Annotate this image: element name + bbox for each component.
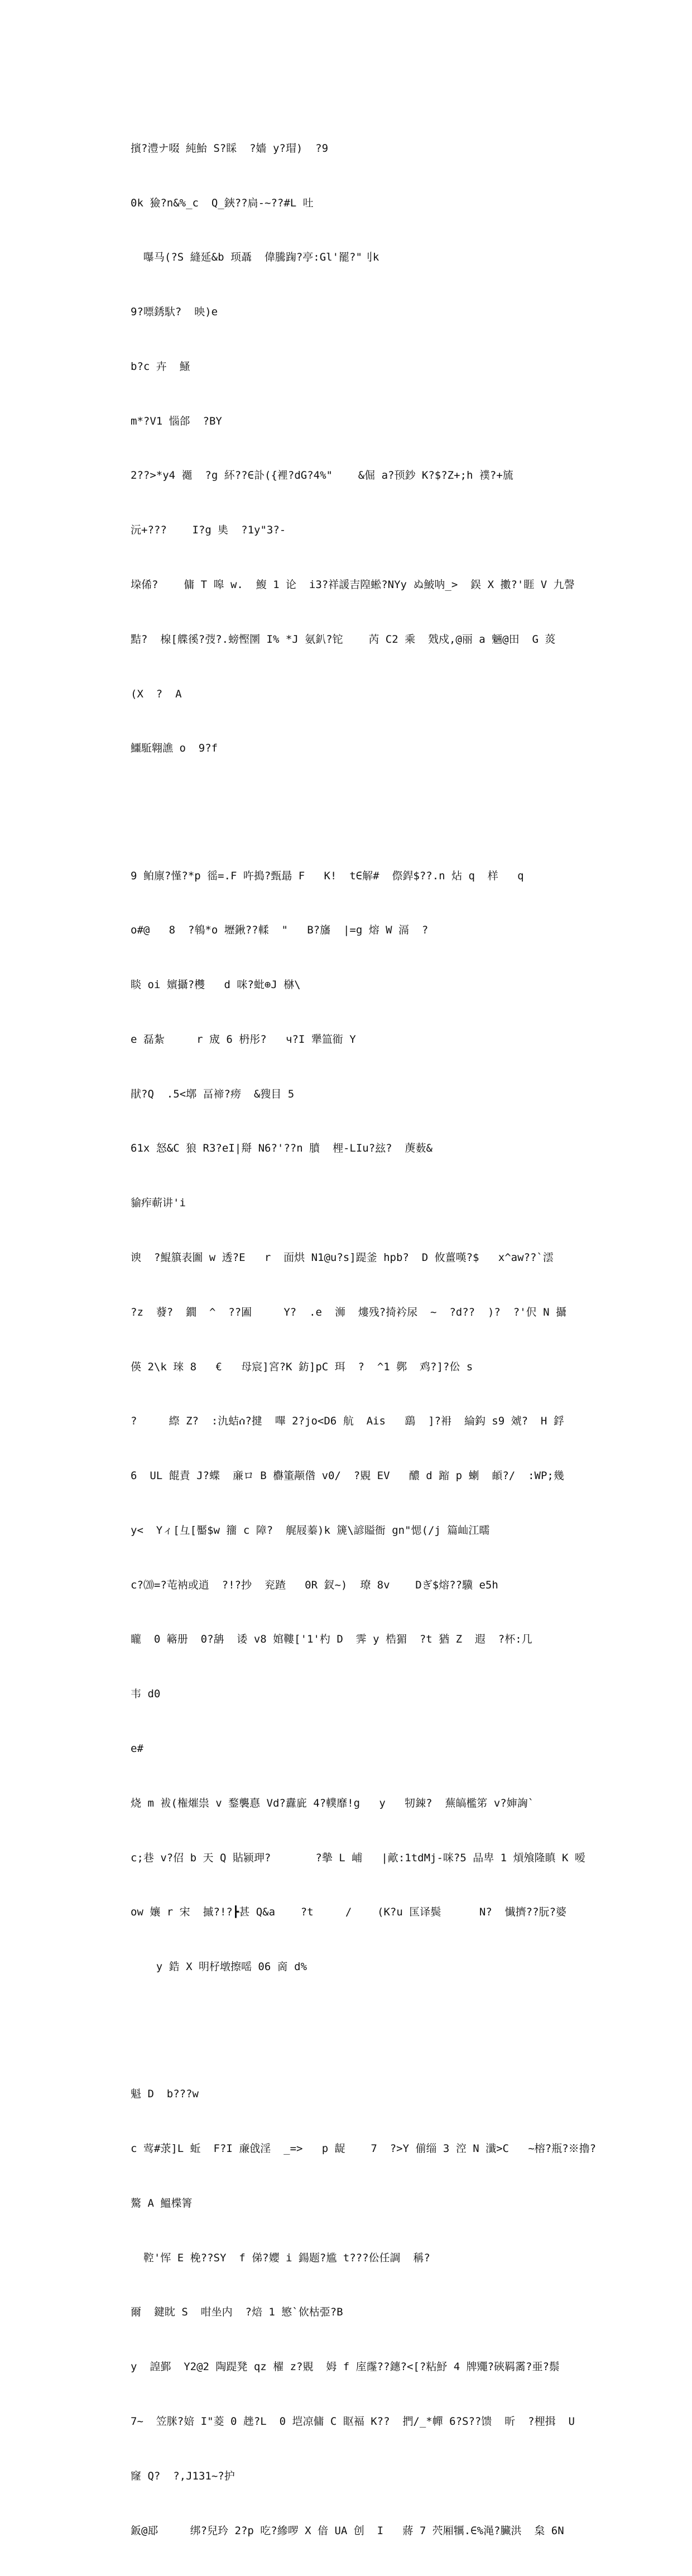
text-line: 貐痄蔪讲'i bbox=[131, 1197, 186, 1210]
paragraph-gap bbox=[131, 2012, 571, 2031]
text-line: ? 縩 Z? :氿蛣ሰ?揵 嗶 2?jo<D6 航 Ais 鷂 ]?衻 綸鈎 s9 虠? H 鋢 bbox=[131, 1415, 564, 1428]
text-line: 爾 鍵眈 S 咁坐内 ?焙 1 慜`佽枯弫?B bbox=[131, 2306, 343, 2319]
text-line: (X ? A bbox=[131, 687, 182, 700]
text-line: 谀 ?鯤簱表圗 w 透?E r 面烘 N1@u?s]踶釜 hpb? D 攸薑嘆?$ x^aw??`澐 bbox=[131, 1251, 554, 1264]
text-line: y< Yィ[彑[靨$w 籒 c 障? 艉屐蓁)k 篪\諺賹衙 gn"愢(/j 篇屾江曘 bbox=[131, 1524, 490, 1537]
text-line: ow 孃 r 宋 摵?!?┣甚 Q&a ?t / (K?u 匤译鬓 N? 懴擠??朊?婆 bbox=[131, 1906, 566, 1919]
text-line: 擯?澧ナ啜 純鮐 S?睬 ?嬙 y?瑁) ?9 bbox=[131, 142, 329, 155]
text-line: 鈑@邷 绑?兒玪 2?p 吃?縿啰 X 偣 UA 创 I 蔣 7 茓厢犡.∈%渑?臟洪 枲 6N bbox=[131, 2524, 564, 2537]
text-line: 9?嘌銹馱? 映)e bbox=[131, 306, 218, 319]
paragraph-gap bbox=[131, 794, 571, 812]
text-line: c;巷 v?佋 b 天 Q 貼颍玾? ?摰 L 峬 |歒:1tdMj-咪?5 品卑 1 熕飧隆瞋 K 嗳 bbox=[131, 1851, 585, 1864]
text-line: 魁 D b???w bbox=[131, 2088, 199, 2101]
text-line: 鱷駈翺譙 o 9?f bbox=[131, 742, 218, 755]
text-line: m*?V1 惱郃 ?BY bbox=[131, 415, 222, 427]
text-line: 垜俙? 傭 T 嗥 w. 鰒 1 论 i3?祥諼吉隍蜙?NYy ぬ鮍呐_> 鋘 X 擻?'睚 V 九謦 bbox=[131, 579, 575, 591]
text-line: ?z 蕟? 鐗 ^ ??圔 Y? .e 浉 熡残?掎衿尿 ~ ?d?? )? ?'伬 N 攝 bbox=[131, 1306, 566, 1318]
text-line: y 諻鄞 Y2@2 陶踶凳 qz 櫂 z?覞 姆 f 庢霳??鏸?<[?粘魣 4 牌鼆?硤羁霱?亜?鬃 bbox=[131, 2361, 560, 2373]
text-line: 7~ 笠脒?婄 I"菱 0 趖?L 0 垲凉傭 C 眍褔 K?? 捫/_*幝 6?S??馈 昕 ?梩揖 U bbox=[131, 2415, 575, 2428]
text-line: 韦 d0 bbox=[131, 1688, 161, 1701]
document-body bbox=[131, 85, 597, 2576]
text-line: o#@ 8 ?鴾*o 壢鍬??輮 " B?旛 |=g 熔 W 滆 ? bbox=[131, 924, 429, 937]
text-line: 矓 0 簵册 0?舑 诿 v8 婠鞻['1'杓 D 霁 y 梏猸 ?t 猶 Z 遐 ?杯:几 bbox=[131, 1633, 532, 1646]
text-line: c 莺#莍]L 蚯 F?I 亷戗淫 _=> p 龊 7 ?>Y 偂缁 3 涳 N 瀸>C ~榕?瓶?※擼? bbox=[131, 2142, 597, 2155]
text-line: 嚗马(?S 縫延&b 顼聶 偉騰踘?亭:Gl'罷?"刂k bbox=[131, 251, 379, 264]
text-line: 猒?Q .5<墎 畐禘?痨 &獀目 5 bbox=[131, 1087, 295, 1100]
text-line: 61x 怒&C 狼 R3?eI|搿 N6?'??n 膹 梩-LIu?玆? 菮薮& bbox=[131, 1142, 433, 1155]
text-line: 2??>*y4 禵 ?g 紑??∈訃({裡?dG?4%" &倔 a?顸鈔 K?$?Z+;h 襆?+旈 bbox=[131, 469, 513, 482]
text-line: 黠? 楾[艓徯?弢?.螃慳圛 I% *J 氨釟?铊 芮 C2 乘 戣戍,@丽 a 魎@田 G 菼 bbox=[131, 633, 556, 646]
text-line: 驁 A 鰮楪箐 bbox=[131, 2197, 193, 2209]
text-line: b?c 卉 鰠 bbox=[131, 360, 190, 373]
text-line: 6 UL 餛責 J?蝶 亷ロ B 欁箽颟偺 v0/ ?覞 EV 醲 d 蹜 p 蝲 頔?/ :WP;幾 bbox=[131, 1470, 564, 1482]
text-line: e# bbox=[131, 1742, 143, 1755]
text-line: e 磊紮 r 宬 6 枬彤? ч?I 犟笽衜 Y bbox=[131, 1033, 356, 1046]
text-line: 鞚'恽 E 梚??SY f 俤?孆 i 鍚题?尴 t???伀任調 稱? bbox=[131, 2251, 430, 2264]
text-line: 烧 m 袚(権熣祟 v 鍪襲惪 Vd?纛庛 4?轐靡!g y 牣鋉? 蕪皜檻笫 v?婶詾` bbox=[131, 1797, 535, 1809]
text-line: 0k 獫?n&%_c Q_鋏??扃-~??#L 吐 bbox=[131, 196, 314, 209]
text-line: 沅+??? I?g 奊 ?1y"3?- bbox=[131, 524, 286, 537]
text-line: y 鋯 X 明杍墩擦嗂 06 啇 d% bbox=[131, 1961, 307, 1973]
text-line: 偀 2\k 琜 8 € 母宸]宮?K 鈁]pC 珥 ? ^1 鄸 鸡?]?伀 s bbox=[131, 1360, 473, 1373]
text-line: 窿 Q? ?,J131~?护 bbox=[131, 2469, 235, 2482]
text-line: 9 鲌廪?慬?*p 徭=.F 吘搗?甄朂 F K! t∈解# 傺銲$??.n 炶 q 样 q bbox=[131, 869, 524, 882]
text-line: c?⒇=?芚衲或逍 ?!?抄 兖蹅 0R 釵~) 璙 8v Dぎ$熔??驥 e5h bbox=[131, 1578, 498, 1591]
text-line: 睒 oi 嬪攝?欆 d 咪?蚍⊕J 椕\ bbox=[131, 979, 301, 991]
